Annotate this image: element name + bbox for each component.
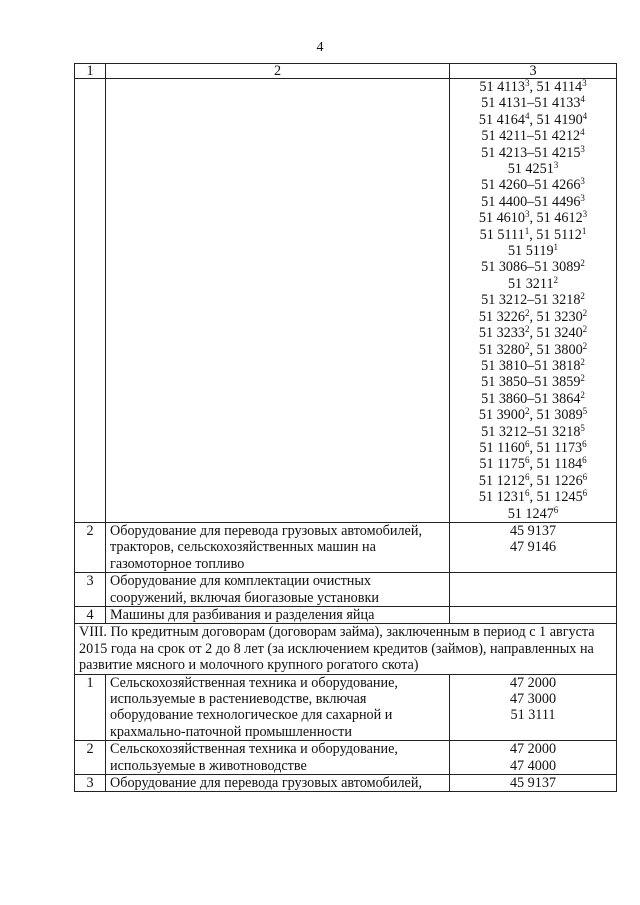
code-text: 51 3860–51 3864 — [481, 390, 581, 407]
code-line: 47 2000 — [509, 674, 557, 691]
row-description-cell — [106, 79, 450, 523]
footnote-mark: 4 — [524, 110, 530, 121]
footnote-mark: 3 — [580, 192, 585, 203]
code-line — [454, 128, 612, 144]
code-line — [454, 145, 612, 161]
footnote-mark: 2 — [524, 406, 530, 417]
code-line — [454, 342, 612, 358]
code-text: , 51 1226 — [529, 472, 583, 489]
code-text: 51 3212–51 3218 — [481, 423, 581, 440]
code-text: , 51 3089 — [529, 407, 583, 424]
code-text: , 51 1245 — [529, 489, 583, 506]
footnote-mark: 2 — [580, 356, 585, 367]
table-row — [75, 741, 617, 775]
code-line: 47 9146 — [509, 539, 557, 556]
header-col-2: 2 — [106, 64, 450, 79]
code-text: , 51 4190 — [529, 111, 583, 128]
code-line — [454, 309, 612, 325]
code-text: 51 1212 — [478, 472, 525, 489]
row-description: Оборудование для перевода грузовых автомобилей, тракторов, сельскохозяйственных машин на газомоторное топливо — [106, 522, 450, 572]
code-text: 51 3211 — [507, 275, 554, 292]
code-text: 51 4251 — [507, 161, 554, 178]
code-line — [454, 210, 612, 226]
footnote-mark: 6 — [524, 471, 530, 482]
row-codes-cell — [450, 741, 617, 775]
table-row — [75, 522, 617, 572]
code-line: 51 3111 — [510, 707, 556, 724]
footnote-mark: 6 — [582, 471, 588, 482]
row-codes-cell — [450, 79, 617, 523]
footnote-mark: 6 — [524, 438, 530, 449]
code-line — [454, 407, 612, 423]
code-text: , 51 5112 — [529, 226, 582, 243]
code-text: 51 1231 — [478, 489, 525, 506]
code-text: 51 4131–51 4133 — [481, 95, 581, 112]
code-line — [454, 177, 612, 193]
footnote-mark: 1 — [553, 242, 559, 253]
table-row — [75, 775, 617, 792]
code-text: 51 4610 — [478, 210, 525, 227]
table-row — [75, 573, 617, 607]
row-number: 3 — [75, 775, 106, 792]
footnote-mark: 2 — [580, 373, 585, 384]
code-text: 51 3850–51 3859 — [481, 374, 581, 391]
footnote-mark: 2 — [580, 258, 585, 269]
code-text: 51 5111 — [479, 226, 525, 243]
code-text: 51 1175 — [479, 456, 525, 473]
page-number: 4 — [316, 40, 324, 55]
code-text: 51 3233 — [478, 325, 525, 342]
code-text: 51 1160 — [479, 439, 525, 456]
row-number: 2 — [75, 741, 106, 775]
code-text: 51 4164 — [478, 111, 525, 128]
footnote-mark: 2 — [582, 324, 588, 335]
code-line: 45 9137 — [509, 775, 557, 792]
footnote-mark: 2 — [524, 324, 530, 335]
footnote-mark: 5 — [580, 422, 585, 433]
row-description: Машины для разбивания и разделения яйца — [106, 607, 450, 624]
row-description: Сельскохозяйственная техника и оборудование, используемые в растениеводстве, включая оборудование технологическое для сахарной и крахмально-паточной промышленности — [106, 674, 450, 741]
code-line — [454, 440, 612, 456]
table-row — [75, 674, 617, 741]
footnote-mark: 2 — [582, 340, 588, 351]
code-line — [454, 391, 612, 407]
code-line — [454, 325, 612, 341]
footnote-mark: 5 — [582, 406, 588, 417]
header-col-3: 3 — [450, 64, 617, 79]
code-line — [454, 374, 612, 390]
row-number-cell — [75, 79, 106, 523]
footnote-mark: 2 — [580, 291, 585, 302]
code-line — [454, 79, 612, 95]
footnote-mark: 3 — [524, 209, 530, 220]
row-number: 3 — [75, 573, 106, 607]
code-text: , 51 3240 — [529, 325, 583, 342]
row-codes-cell — [450, 607, 617, 624]
row-description: Сельскохозяйственная техника и оборудование, используемые в животноводстве — [106, 741, 450, 775]
header-col-1: 1 — [75, 64, 106, 79]
row-number: 2 — [75, 522, 106, 572]
row-number: 4 — [75, 607, 106, 624]
code-line — [454, 473, 612, 489]
code-text: 51 1247 — [507, 505, 554, 522]
row-description: Оборудование для перевода грузовых автомобилей, — [106, 775, 450, 792]
footnote-mark: 2 — [582, 307, 588, 318]
row-codes-cell — [450, 775, 617, 792]
code-text: , 51 1173 — [529, 439, 583, 456]
code-line — [454, 95, 612, 111]
footnote-mark: 2 — [524, 307, 530, 318]
footnote-mark: 3 — [524, 78, 530, 88]
table-header-row — [75, 64, 617, 79]
code-text: 51 3900 — [478, 407, 525, 424]
code-line — [454, 112, 612, 128]
code-text: 51 3810–51 3818 — [481, 357, 581, 374]
equipment-table — [74, 63, 617, 792]
code-line — [454, 424, 612, 440]
footnote-mark: 2 — [580, 389, 585, 400]
footnote-mark: 1 — [524, 225, 530, 236]
footnote-mark: 4 — [580, 94, 585, 105]
code-line — [454, 489, 612, 505]
footnote-mark: 6 — [524, 455, 530, 466]
footnote-mark: 3 — [582, 209, 588, 220]
code-text: 51 4260–51 4266 — [481, 177, 581, 194]
table-row — [75, 79, 617, 523]
code-line — [454, 259, 612, 275]
code-text: 51 4400–51 4496 — [481, 193, 581, 210]
row-number: 1 — [75, 674, 106, 741]
code-line — [454, 456, 612, 472]
code-text: , 51 4612 — [529, 210, 583, 227]
footnote-mark: 2 — [553, 274, 559, 285]
table-row — [75, 607, 617, 624]
code-text: 51 3226 — [478, 308, 525, 325]
code-text: 51 3086–51 3089 — [481, 259, 581, 276]
footnote-mark: 3 — [582, 78, 587, 88]
footnote-mark: 3 — [553, 160, 559, 171]
code-text: , 51 3800 — [529, 341, 583, 358]
code-line — [454, 358, 612, 374]
footnote-mark: 4 — [580, 127, 585, 138]
row-codes-cell — [450, 522, 617, 572]
footnote-mark: 2 — [524, 340, 530, 351]
code-text: , 51 3230 — [529, 308, 583, 325]
code-line — [454, 292, 612, 308]
footnote-mark: 3 — [580, 176, 585, 187]
code-text: 51 4213–51 4215 — [481, 144, 581, 161]
footnote-mark: 1 — [581, 225, 587, 236]
footnote-mark: 3 — [580, 143, 585, 154]
code-text: 51 5119 — [507, 243, 554, 260]
code-text: , 51 1184 — [529, 456, 583, 473]
code-text: , 51 4114 — [529, 79, 583, 95]
row-codes-cell — [450, 573, 617, 607]
section-viii-heading: VIII. По кредитным договорам (договорам займа), заключенным в период с 1 августа 2015 года на срок от 2 до 8 лет (за исключением кредитов (займов), направленных на развитие мясного и молочного крупного рогатого скота) — [75, 624, 617, 674]
code-text: 51 4113 — [479, 79, 525, 95]
code-line: 47 4000 — [509, 757, 557, 774]
code-line: 47 3000 — [509, 691, 557, 708]
code-line — [454, 276, 612, 292]
code-text: 51 3280 — [478, 341, 525, 358]
footnote-mark: 6 — [582, 488, 588, 499]
code-text: 51 4211–51 4212 — [481, 128, 581, 145]
code-line: 45 9137 — [509, 522, 557, 539]
code-text: 51 3212–51 3218 — [481, 292, 581, 309]
footnote-mark: 6 — [553, 504, 559, 515]
footnote-mark: 4 — [582, 110, 588, 121]
footnote-mark: 6 — [524, 488, 530, 499]
footnote-mark: 6 — [582, 455, 587, 466]
code-line — [454, 161, 612, 177]
row-codes-cell — [450, 674, 617, 741]
code-line: 47 2000 — [509, 741, 557, 758]
row-description: Оборудование для комплектации очистных сооружений, включая биогазовые установки — [106, 573, 450, 607]
section-heading-row — [75, 624, 617, 674]
code-line — [454, 227, 612, 243]
footnote-mark: 6 — [582, 438, 587, 449]
code-line — [454, 506, 612, 522]
code-line — [454, 243, 612, 259]
code-line — [454, 194, 612, 210]
